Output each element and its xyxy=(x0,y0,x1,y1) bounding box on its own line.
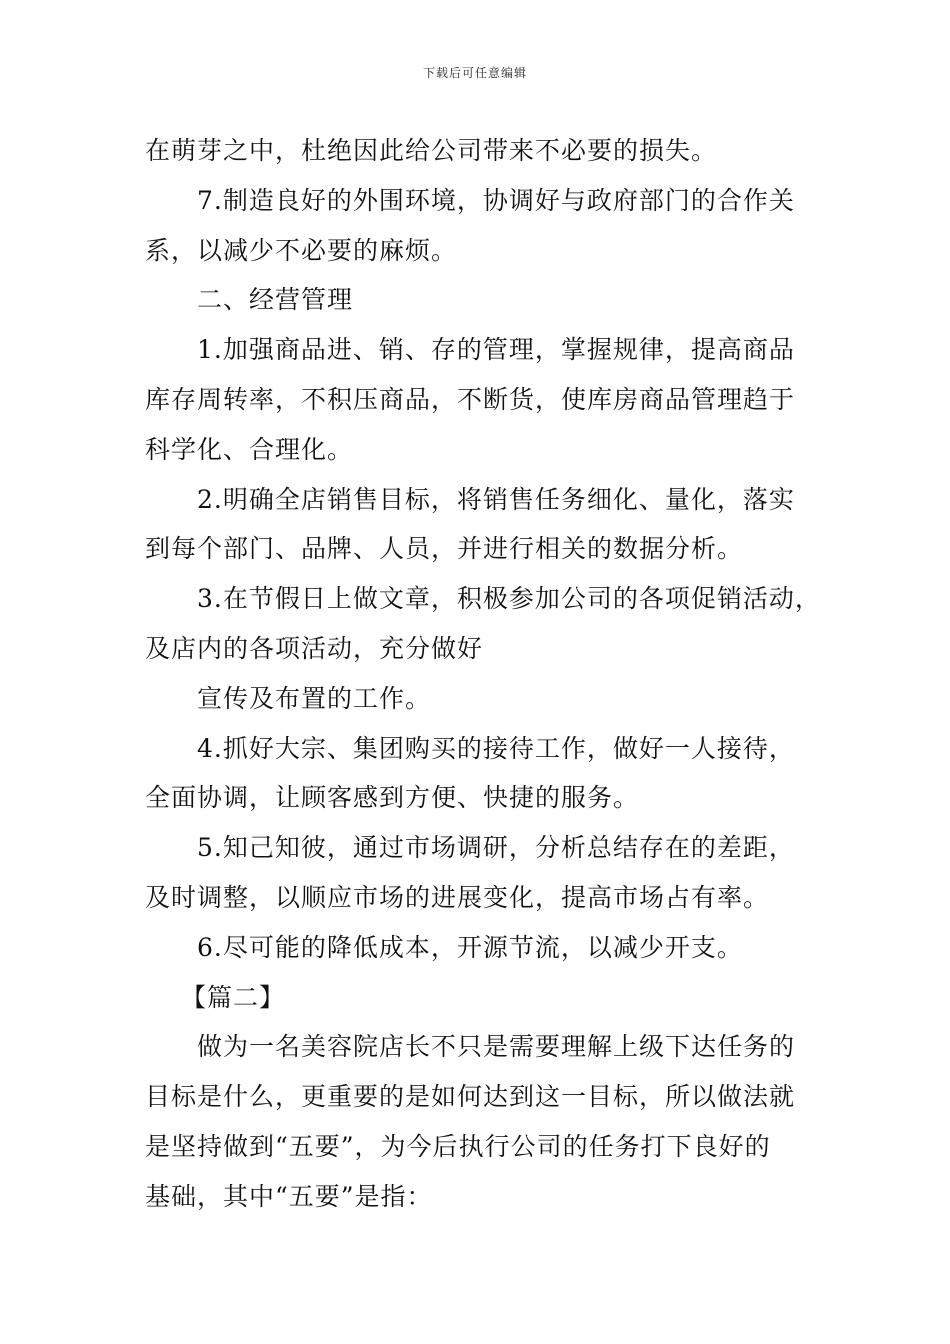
part-heading: 【篇二】 xyxy=(181,982,286,1012)
list-item-7: 7.制造良好的外围环境，协调好与政府部门的合作关 xyxy=(197,185,795,215)
text-line: 科学化、合理化。 xyxy=(145,434,354,464)
text-line: 是坚持做到“五要”，为今后执行公司的任务打下良好的 xyxy=(145,1131,771,1161)
section-heading: 二、经营管理 xyxy=(197,285,354,315)
text-line: 基础，其中“五要”是指： xyxy=(145,1181,433,1211)
text-line: 系，以减少不必要的麻烦。 xyxy=(145,235,458,265)
document-body xyxy=(145,126,825,1222)
text-line: 全面协调，让顾客感到方便、快捷的服务。 xyxy=(145,783,640,813)
paragraph-start: 做为一名美容院店长不只是需要理解上级下达任务的 xyxy=(197,1032,796,1062)
text-line: 在萌芽之中，杜绝因此给公司带来不必要的损失。 xyxy=(145,136,718,165)
text-line: 目标是什么，更重要的是如何达到这一目标，所以做法就 xyxy=(145,1082,796,1112)
list-item-5: 5.知己知彼，通过市场调研，分析总结存在的差距， xyxy=(197,833,795,863)
page-header-note: 下载后可任意编辑 xyxy=(422,66,527,80)
text-line: 及店内的各项活动，充分做好 xyxy=(145,633,484,663)
list-item-2: 2.明确全店销售目标，将销售任务细化、量化，落实 xyxy=(197,484,795,514)
list-item-3: 3.在节假日上做文章，积极参加公司的各项促销活动， xyxy=(197,584,821,614)
list-item-6: 6.尽可能的降低成本，开源节流，以减少开支。 xyxy=(197,932,743,962)
text-line: 及时调整，以顺应市场的进展变化，提高市场占有率。 xyxy=(145,882,770,912)
text-line: 宣传及布置的工作。 xyxy=(197,683,432,713)
text-line: 到每个部门、品牌、人员，并进行相关的数据分析。 xyxy=(145,534,744,564)
list-item-4: 4.抓好大宗、集团购买的接待工作，做好一人接待， xyxy=(197,733,795,763)
text-line: 库存周转率，不积压商品，不断货，使库房商品管理趋于 xyxy=(145,384,796,414)
list-item-1: 1.加强商品进、销、存的管理，掌握规律，提高商品 xyxy=(197,335,795,365)
